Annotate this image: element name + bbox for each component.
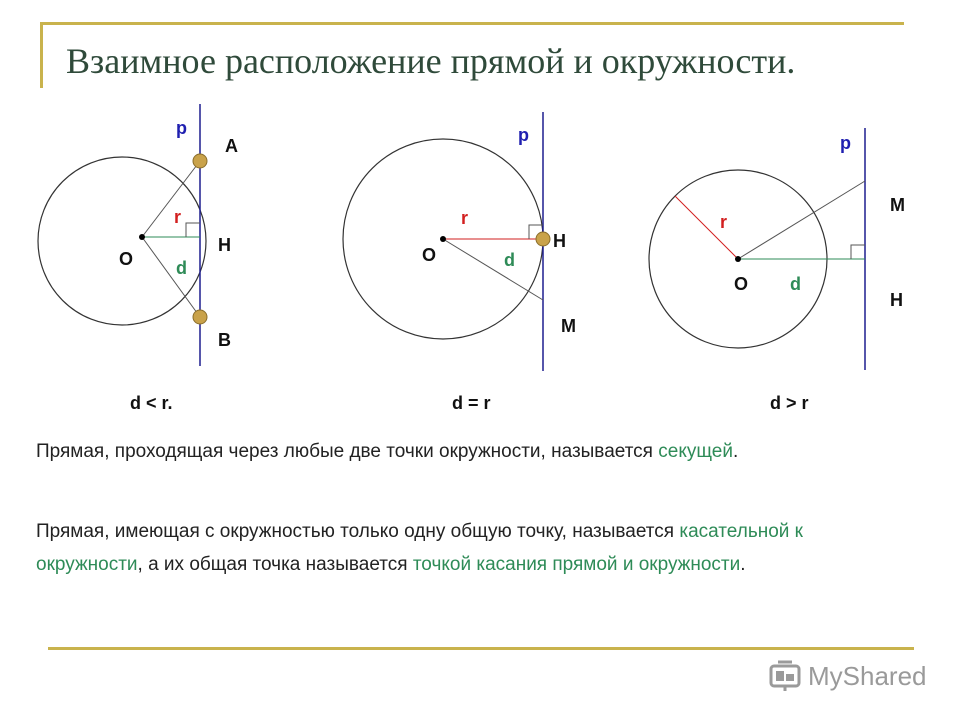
secant-suffix: . [732,441,739,462]
label-r-2: r [461,208,469,228]
right-angle-3 [851,245,865,259]
label-r-3: r [720,212,728,232]
label-h-2: H [553,231,566,251]
watermark-logo [768,656,927,696]
presentation-icon [768,659,802,693]
point-h-2 [536,232,550,246]
point-a [193,154,207,168]
label-m-3: M [890,195,905,215]
term-tangent: касательной к окружности [36,521,803,575]
secant-prefix: Прямая, проходящая через любые две точки окружности, называется [36,441,653,462]
label-o-2: O [422,245,437,265]
tangent-prefix: Прямая, имеющая с окружностью только одну общую точку, называется [36,521,675,542]
frame-bottom-rule [48,647,914,650]
slide-title: Взаимное расположение прямой и окружности. [66,41,796,81]
label-o-1: O [119,249,134,269]
point-b [193,310,207,324]
segment-om-3 [738,181,865,259]
watermark-text: MyShared [808,660,927,691]
term-point-of-tangency: точкой касания прямой и окружности [412,554,741,575]
tangent-middle: , а их общая точка называется [137,554,408,575]
figure-no-intersection [649,128,905,370]
definition-secant [36,435,896,468]
term-secant: секущей [658,441,733,462]
label-p-3: p [840,133,851,153]
label-d-3: d [790,274,801,294]
label-m-2: M [561,316,576,336]
label-o-3: O [734,274,749,294]
condition-tangent: d = r [452,393,491,413]
label-d-2: d [504,250,515,270]
tangent-suffix: . [740,554,746,575]
condition-secant: d < r. [130,393,173,413]
right-angle-1 [186,223,200,237]
center-dot-2 [440,236,446,242]
label-p-2: p [518,125,529,145]
label-p-1: p [176,118,187,138]
condition-no-intersection: d > r [770,393,809,413]
center-dot-3 [735,256,741,262]
label-a: A [225,136,238,156]
segment-om-2 [443,239,543,300]
label-d-1: d [176,258,187,278]
segment-ob [142,237,200,317]
label-h-1: H [218,235,231,255]
label-b: B [218,330,231,350]
figure-secant [38,104,238,366]
center-dot-1 [139,234,145,240]
segment-radius-3 [675,196,738,259]
circle-1 [38,157,206,325]
definition-tangent [36,515,896,581]
figure-tangent [343,112,576,371]
label-h-3: H [890,290,903,310]
label-r-1: r [174,207,182,227]
